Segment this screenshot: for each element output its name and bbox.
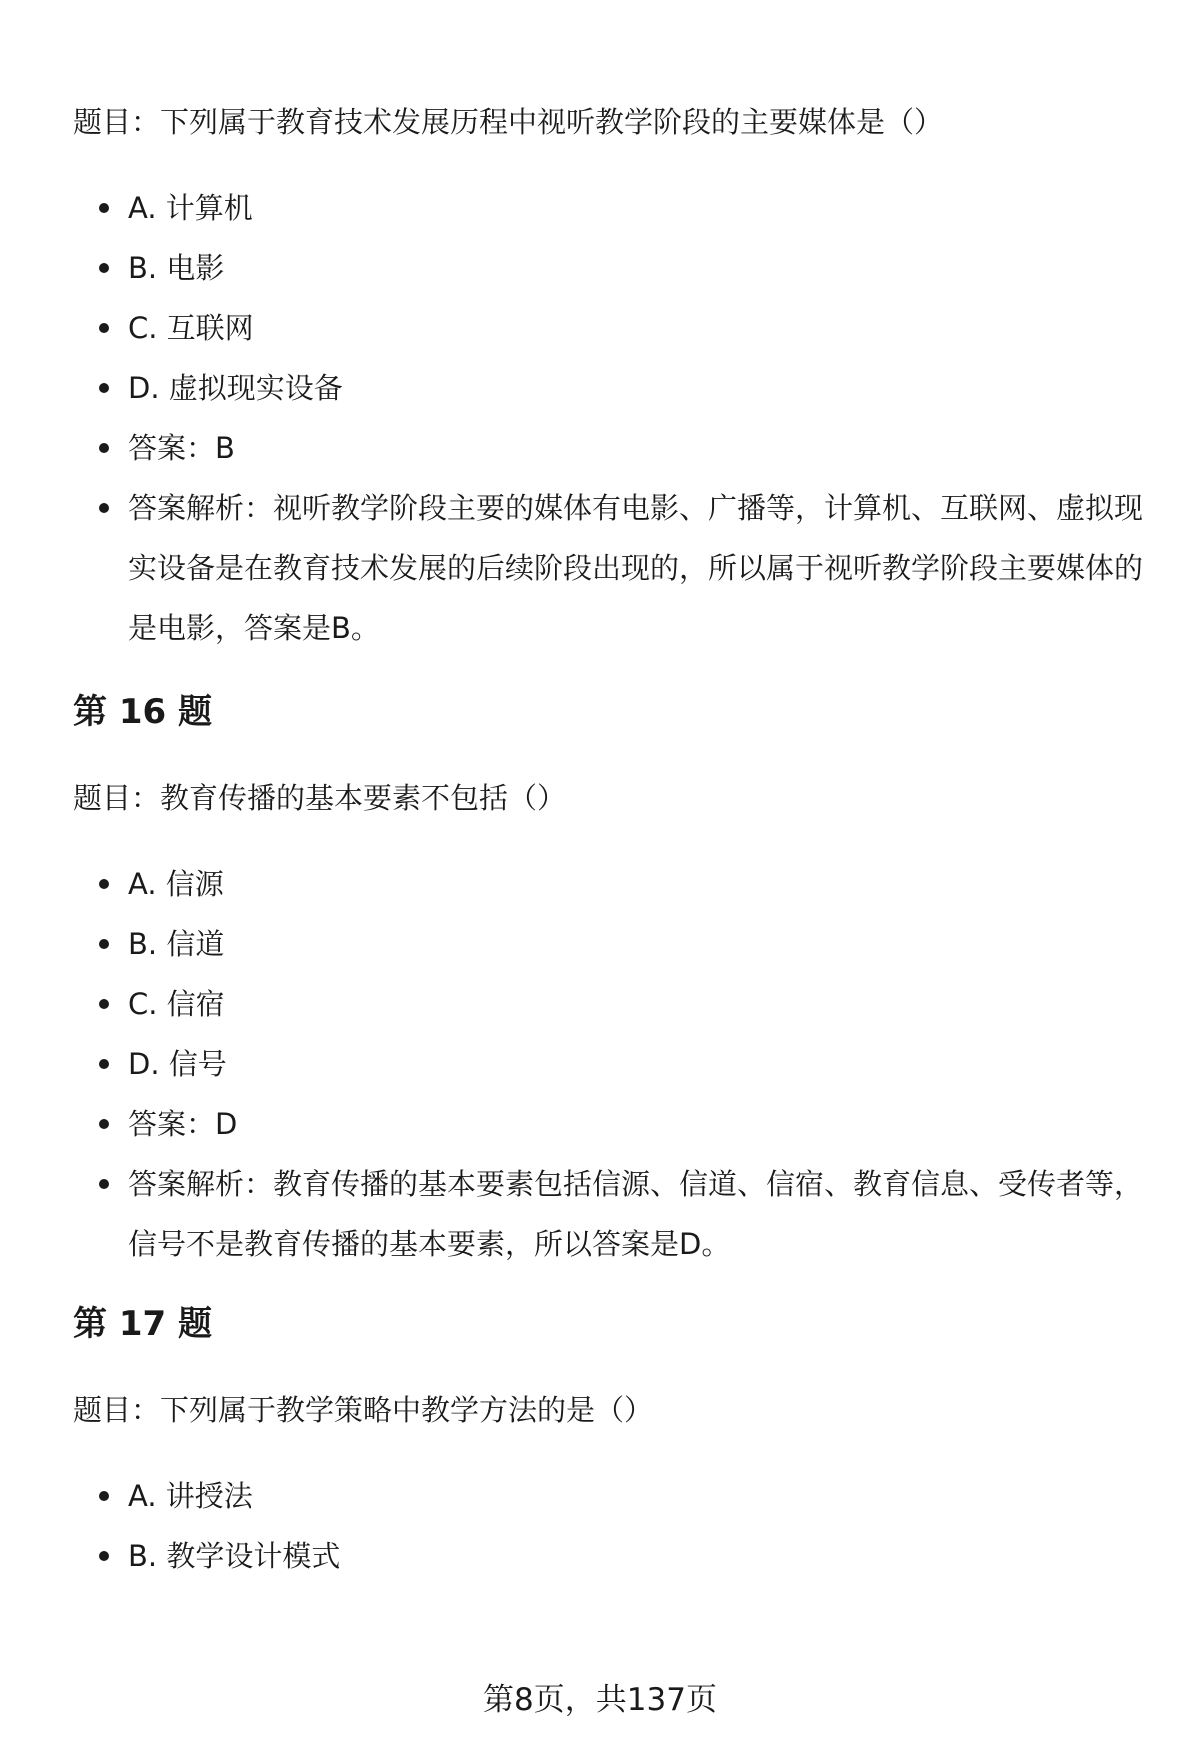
answer: 答案：B (73, 418, 1143, 478)
question-15-options (73, 178, 1143, 658)
answer-analysis: 答案解析：视听教学阶段主要的媒体有电影、广播等，计算机、互联网、虚拟现实设备是在教育技术发展的后续阶段出现的，所以属于视听教学阶段主要媒体的是电影，答案是B。 (73, 478, 1143, 658)
option-b: B. 信道 (73, 914, 1143, 974)
page-footer: 第8页，共137页 (483, 1682, 717, 1718)
answer-analysis: 答案解析：教育传播的基本要素包括信源、信道、信宿、教育信息、受传者等，信号不是教育传播的基本要素，所以答案是D。 (73, 1154, 1143, 1274)
question-16-options (73, 854, 1143, 1274)
option-a: A. 计算机 (73, 178, 1143, 238)
document-page (73, 100, 1143, 1586)
option-c: C. 信宿 (73, 974, 1143, 1034)
question-17-heading: 第 17 题 (73, 1304, 212, 1344)
option-c: C. 互联网 (73, 298, 1143, 358)
option-d: D. 信号 (73, 1034, 1143, 1094)
question-17-options (73, 1466, 1143, 1586)
option-d: D. 虚拟现实设备 (73, 358, 1143, 418)
option-a: A. 讲授法 (73, 1466, 1143, 1526)
question-17-text: 题目：下列属于教学策略中教学方法的是（） (73, 1393, 654, 1427)
option-b: B. 教学设计模式 (73, 1526, 1143, 1586)
question-15-text: 题目：下列属于教育技术发展历程中视听教学阶段的主要媒体是（） (73, 105, 944, 139)
question-16-text: 题目：教育传播的基本要素不包括（） (73, 781, 567, 815)
option-a: A. 信源 (73, 854, 1143, 914)
answer: 答案：D (73, 1094, 1143, 1154)
option-b: B. 电影 (73, 238, 1143, 298)
question-16-heading: 第 16 题 (73, 692, 212, 732)
